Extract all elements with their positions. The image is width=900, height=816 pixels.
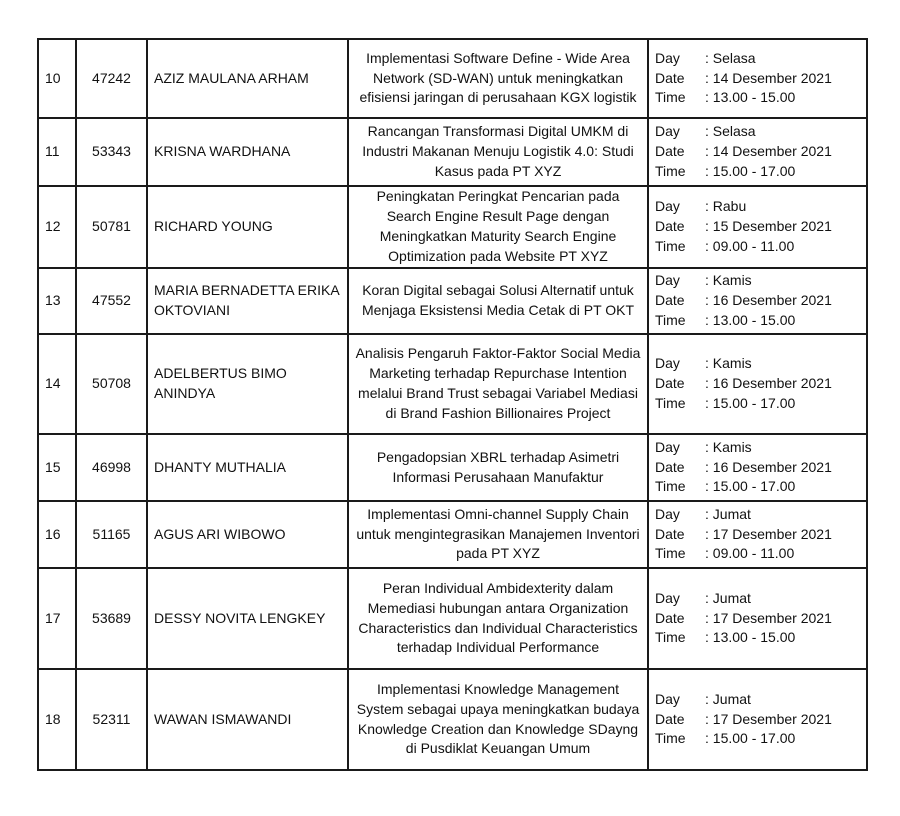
thesis-title: Peningkatan Peringkat Pencarian pada Search Engine Result Page dengan Meningkatkan Maturity Search Engine Optimization pada Website PT XYZ — [348, 186, 648, 268]
time-line — [655, 729, 860, 749]
schedule-cell — [648, 334, 867, 434]
time-label: Time — [655, 730, 686, 747]
student-name: RICHARD YOUNG — [147, 186, 348, 268]
schedule-cell — [648, 39, 867, 118]
day-value: : Selasa — [705, 123, 756, 140]
date-value: : 16 Desember 2021 — [705, 458, 832, 475]
date-value: : 15 Desember 2021 — [705, 218, 832, 235]
thesis-title: Implementasi Omni-channel Supply Chain untuk mengintegrasikan Manajemen Inventori pada PT XYZ — [348, 501, 648, 568]
student-id: 52311 — [76, 669, 147, 770]
time-value: : 09.00 - 11.00 — [705, 237, 795, 254]
time-label: Time — [655, 89, 686, 106]
date-line — [655, 217, 860, 237]
time-line — [655, 237, 860, 257]
day-value: : Selasa — [705, 49, 756, 66]
time-label: Time — [655, 394, 686, 411]
table-row — [38, 568, 867, 669]
day-value: : Kamis — [705, 272, 752, 289]
student-id: 46998 — [76, 434, 147, 501]
day-label: Day — [655, 123, 680, 140]
time-label: Time — [655, 629, 686, 646]
schedule-cell — [648, 268, 867, 334]
day-label: Day — [655, 589, 680, 606]
time-line — [655, 628, 860, 648]
row-number: 15 — [38, 434, 76, 501]
schedule-cell — [648, 118, 867, 186]
student-name: WAWAN ISMAWANDI — [147, 669, 348, 770]
table-row — [38, 118, 867, 186]
student-name: KRISNA WARDHANA — [147, 118, 348, 186]
day-label: Day — [655, 438, 680, 455]
day-label: Day — [655, 49, 680, 66]
time-line — [655, 311, 860, 331]
thesis-title: Peran Individual Ambidexterity dalam Memediasi hubungan antara Organization Characteristics dan Individual Characteristics terhadap Individual Performance — [348, 568, 648, 669]
thesis-title: Implementasi Knowledge Management System sebagai upaya meningkatkan budaya Knowledge Creation dan Knowledge SDayng di Pusdiklat Keuangan Umum — [348, 669, 648, 770]
table-row — [38, 434, 867, 501]
row-number: 18 — [38, 669, 76, 770]
time-value: : 15.00 - 17.00 — [705, 162, 796, 179]
day-line — [655, 589, 860, 609]
row-number: 16 — [38, 501, 76, 568]
student-id: 50781 — [76, 186, 147, 268]
schedule-cell — [648, 669, 867, 770]
day-value: : Kamis — [705, 438, 752, 455]
date-label: Date — [655, 69, 685, 86]
student-name: MARIA BERNADETTA ERIKA OKTOVIANI — [147, 268, 348, 334]
day-label: Day — [655, 355, 680, 372]
time-value: : 13.00 - 15.00 — [705, 629, 796, 646]
time-line — [655, 477, 860, 497]
student-name: ADELBERTUS BIMO ANINDYA — [147, 334, 348, 434]
row-number: 12 — [38, 186, 76, 268]
schedule-cell — [648, 434, 867, 501]
schedule-cell — [648, 568, 867, 669]
student-name: AZIZ MAULANA ARHAM — [147, 39, 348, 118]
table-row — [38, 268, 867, 334]
date-label: Date — [655, 292, 685, 309]
date-value: : 16 Desember 2021 — [705, 375, 832, 392]
time-line — [655, 162, 860, 182]
day-value: : Jumat — [705, 690, 751, 707]
row-number: 10 — [38, 39, 76, 118]
date-value: : 17 Desember 2021 — [705, 609, 832, 626]
table-row — [38, 501, 867, 568]
row-number: 17 — [38, 568, 76, 669]
date-line — [655, 142, 860, 162]
day-line — [655, 438, 860, 458]
thesis-title: Pengadopsian XBRL terhadap Asimetri Informasi Perusahaan Manufaktur — [348, 434, 648, 501]
date-label: Date — [655, 609, 685, 626]
date-line — [655, 291, 860, 311]
day-label: Day — [655, 198, 680, 215]
day-value: : Kamis — [705, 355, 752, 372]
time-value: : 15.00 - 17.00 — [705, 478, 796, 495]
date-line — [655, 525, 860, 545]
student-id: 53689 — [76, 568, 147, 669]
day-line — [655, 122, 860, 142]
student-id: 47552 — [76, 268, 147, 334]
thesis-title: Koran Digital sebagai Solusi Alternatif untuk Menjaga Eksistensi Media Cetak di PT OKT — [348, 268, 648, 334]
table-row — [38, 334, 867, 434]
date-line — [655, 710, 860, 730]
student-name: DHANTY MUTHALIA — [147, 434, 348, 501]
time-value: : 13.00 - 15.00 — [705, 89, 796, 106]
time-value: : 13.00 - 15.00 — [705, 311, 796, 328]
date-label: Date — [655, 218, 685, 235]
time-label: Time — [655, 545, 686, 562]
time-value: : 09.00 - 11.00 — [705, 545, 795, 562]
day-label: Day — [655, 505, 680, 522]
date-value: : 14 Desember 2021 — [705, 69, 832, 86]
time-value: : 15.00 - 17.00 — [705, 394, 796, 411]
date-line — [655, 69, 860, 89]
table-row — [38, 186, 867, 268]
day-line — [655, 690, 860, 710]
day-line — [655, 354, 860, 374]
date-line — [655, 458, 860, 478]
date-line — [655, 609, 860, 629]
schedule-cell — [648, 186, 867, 268]
day-label: Day — [655, 690, 680, 707]
thesis-title: Analisis Pengaruh Faktor-Faktor Social Media Marketing terhadap Repurchase Intention melalui Brand Trust sebagai Variabel Mediasi di Brand Fashion Billionaires Project — [348, 334, 648, 434]
date-value: : 17 Desember 2021 — [705, 525, 832, 542]
time-line — [655, 544, 860, 564]
student-id: 53343 — [76, 118, 147, 186]
thesis-title: Rancangan Transformasi Digital UMKM di Industri Makanan Menuju Logistik 4.0: Studi Kasus pada PT XYZ — [348, 118, 648, 186]
row-number: 11 — [38, 118, 76, 186]
student-name: AGUS ARI WIBOWO — [147, 501, 348, 568]
table-row — [38, 669, 867, 770]
time-label: Time — [655, 478, 686, 495]
student-id: 51165 — [76, 501, 147, 568]
day-value: : Rabu — [705, 198, 747, 215]
row-number: 13 — [38, 268, 76, 334]
row-number: 14 — [38, 334, 76, 434]
schedule-table-body — [38, 39, 867, 770]
time-label: Time — [655, 162, 686, 179]
day-line — [655, 49, 860, 69]
date-value: : 14 Desember 2021 — [705, 143, 832, 160]
time-line — [655, 394, 860, 414]
date-value: : 17 Desember 2021 — [705, 710, 832, 727]
schedule-table — [37, 38, 868, 771]
day-label: Day — [655, 272, 680, 289]
table-row — [38, 39, 867, 118]
day-line — [655, 197, 860, 217]
thesis-title: Implementasi Software Define - Wide Area Network (SD-WAN) untuk meningkatkan efisiensi jaringan di perusahaan KGX logistik — [348, 39, 648, 118]
student-id: 47242 — [76, 39, 147, 118]
date-label: Date — [655, 458, 685, 475]
date-label: Date — [655, 525, 685, 542]
date-line — [655, 374, 860, 394]
schedule-cell — [648, 501, 867, 568]
time-label: Time — [655, 311, 686, 328]
time-line — [655, 88, 860, 108]
student-id: 50708 — [76, 334, 147, 434]
day-value: : Jumat — [705, 589, 751, 606]
date-value: : 16 Desember 2021 — [705, 292, 832, 309]
day-line — [655, 505, 860, 525]
time-value: : 15.00 - 17.00 — [705, 730, 796, 747]
day-line — [655, 271, 860, 291]
day-value: : Jumat — [705, 505, 751, 522]
date-label: Date — [655, 710, 685, 727]
date-label: Date — [655, 143, 685, 160]
student-name: DESSY NOVITA LENGKEY — [147, 568, 348, 669]
date-label: Date — [655, 375, 685, 392]
time-label: Time — [655, 237, 686, 254]
